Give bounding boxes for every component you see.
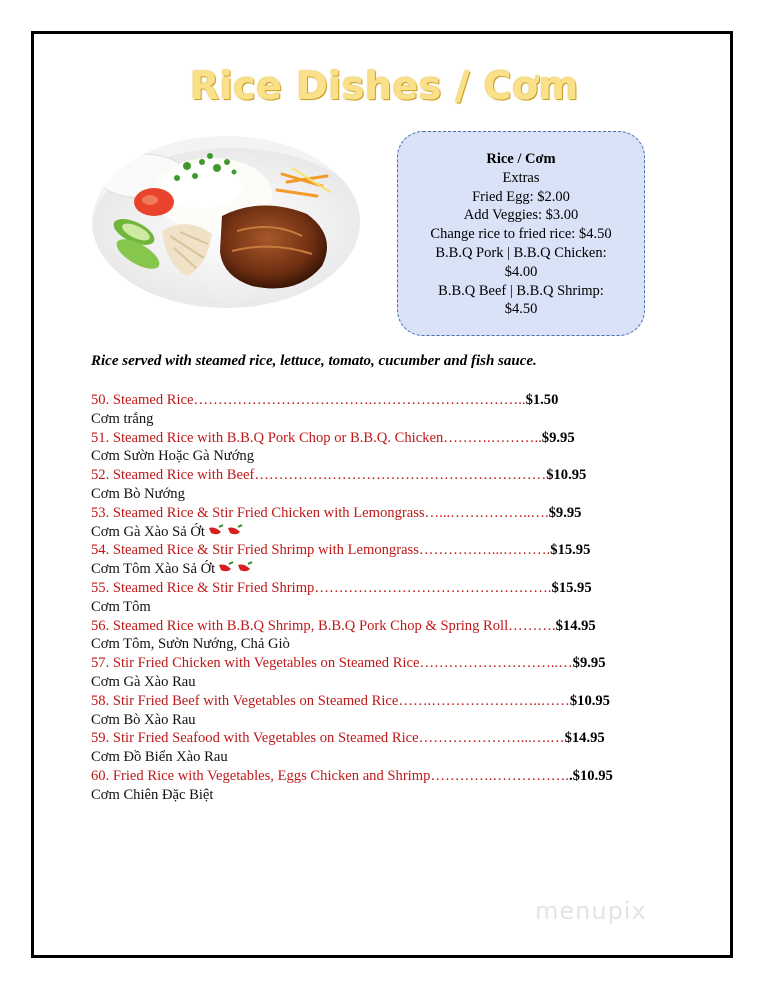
extras-line: Extras <box>502 169 540 186</box>
item-vietnamese-name: Cơm Sườn Hoặc Gà Nướng <box>91 448 255 465</box>
chili-pepper-icon <box>217 561 255 581</box>
menu-item <box>91 429 691 467</box>
leader-dots: ……………………………….………………………….. <box>193 392 526 408</box>
menu-item <box>91 617 691 655</box>
item-vietnamese-name: Cơm Bò Xào Rau <box>91 711 196 728</box>
item-name: 53. Steamed Rice & Stir Fried Chicken with Lemongrass <box>91 504 425 521</box>
rice-dish-photo <box>92 136 360 308</box>
extras-line: $4.00 <box>504 263 538 280</box>
item-vietnamese-name: Cơm Tôm Xào Sả Ớt <box>91 561 216 578</box>
menu-item <box>91 541 691 579</box>
item-vietnamese-name: Cơm Tôm, Sườn Nướng, Chả Giò <box>91 636 290 653</box>
item-vietnamese-name: Cơm Đồ Biển Xào Rau <box>91 749 228 766</box>
extras-line: Change rice to fried rice: $4.50 <box>430 226 612 243</box>
leader-dots: …………………………………………. <box>314 579 552 596</box>
menupix-watermark: menupix <box>535 897 647 925</box>
menu-item <box>91 391 691 429</box>
item-vietnamese-name: Cơm Bò Nướng <box>91 485 185 502</box>
item-name: 60. Fried Rice with Vegetables, Eggs Chicken and Shrimp <box>91 767 431 784</box>
item-price: $15.95 <box>551 579 592 596</box>
item-price: $9.95 <box>548 504 582 521</box>
item-vietnamese-name: Cơm Tôm <box>91 598 151 615</box>
item-price: .$10.95 <box>569 767 613 784</box>
item-price: $1.50 <box>525 392 559 408</box>
item-name: 51. Steamed Rice with B.B.Q Pork Chop or B.B.Q. Chicken <box>91 429 444 446</box>
extras-line: Add Veggies: $3.00 <box>463 207 579 224</box>
item-vietnamese-name: Cơm trắng <box>91 410 154 427</box>
leader-dots: …………………………………………………… <box>254 467 547 484</box>
item-price: $9.95 <box>572 655 606 672</box>
leader-dots: …………………...….… <box>418 730 565 747</box>
item-name: 59. Stir Fried Seafood with Vegetables on Steamed Rice <box>91 730 419 747</box>
menu-item <box>91 654 691 692</box>
menu-item <box>91 729 691 767</box>
item-vietnamese-name: Cơm Gà Xào Sả Ớt <box>91 523 205 540</box>
menu-item <box>91 767 691 805</box>
leader-dots: ………….……………. <box>430 767 570 784</box>
item-name: 55. Steamed Rice & Stir Fried Shrimp <box>91 579 315 596</box>
menu-item <box>91 466 691 504</box>
item-name: 56. Steamed Rice with B.B.Q Shrimp, B.B.Q Pork Chop & Spring Roll <box>91 617 509 634</box>
item-price: $10.95 <box>569 692 610 709</box>
menu-item <box>91 692 691 730</box>
extras-line: Fried Egg: $2.00 <box>472 188 570 205</box>
item-price: $14.95 <box>564 730 605 747</box>
leader-dots: ………………………..… <box>419 655 573 672</box>
menu-list <box>91 391 691 805</box>
item-name: 57. Stir Fried Chicken with Vegetables on Steamed Rice <box>91 655 420 672</box>
menu-item <box>91 504 691 542</box>
item-name: 52. Steamed Rice with Beef <box>91 467 255 484</box>
item-name: 58. Stir Fried Beef with Vegetables on Steamed Rice <box>91 692 399 709</box>
item-price: $14.95 <box>555 617 596 634</box>
leader-dots: ……………...………. <box>418 542 551 559</box>
item-price: $15.95 <box>550 542 591 559</box>
page-title: Rice Dishes / Cơm <box>190 64 579 108</box>
item-name: 54. Steamed Rice & Stir Fried Shrimp with Lemongrass <box>91 542 419 559</box>
extras-box <box>397 131 645 336</box>
extras-line: $4.50 <box>504 301 538 318</box>
item-price: $9.95 <box>541 429 575 446</box>
extras-line: B.B.Q Pork | B.B.Q Chicken: <box>435 244 607 261</box>
leader-dots: …...……………..…. <box>424 504 549 521</box>
item-price: $10.95 <box>546 467 587 484</box>
item-vietnamese-name: Cơm Chiên Đặc Biệt <box>91 786 214 803</box>
leader-dots: …….…………………..…… <box>398 692 570 709</box>
extras-heading: Rice / Cơm <box>486 151 556 167</box>
leader-dots: ………. <box>508 617 556 634</box>
item-vietnamese-name: Cơm Gà Xào Rau <box>91 673 196 690</box>
menu-item <box>91 579 691 617</box>
extras-line: B.B.Q Beef | B.B.Q Shrimp: <box>438 282 604 299</box>
item-name: 50. Steamed Rice <box>91 392 194 408</box>
leader-dots: ……….……….. <box>443 429 542 446</box>
intro-text: Rice served with steamed rice, lettuce, tomato, cucumber and fish sauce. <box>91 353 537 369</box>
